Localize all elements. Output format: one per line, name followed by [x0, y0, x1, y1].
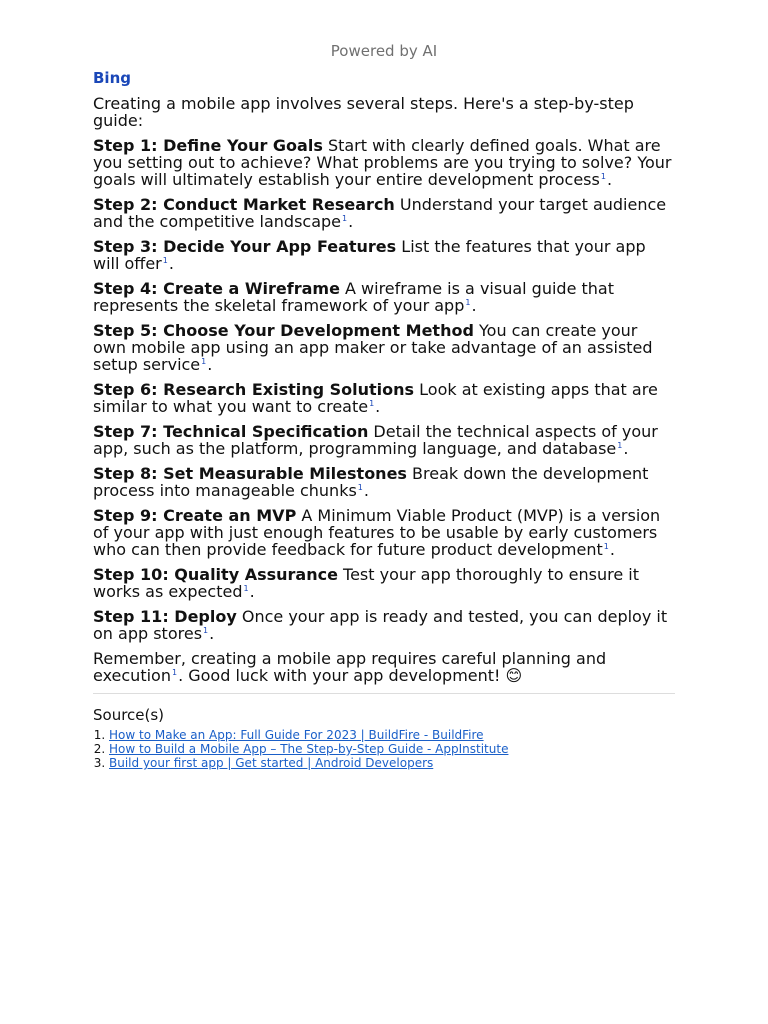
citation-link[interactable]: 1: [162, 255, 168, 265]
step-item: Step 3: Decide Your App Features List the features that your app will offer$^1$.: [93, 237, 646, 273]
citation-link[interactable]: 1: [357, 482, 363, 492]
step-body: Detail the technical aspects of your app, such as the platform, programming language, and database: [93, 422, 658, 458]
step-title: Step 10: Quality Assurance: [93, 565, 338, 584]
steps-list: [93, 137, 675, 642]
step-item: Step 11: Deploy Once your app is ready and tested, you can deploy it on app stores$^1$.: [93, 607, 668, 643]
source-item: [109, 742, 675, 756]
citation-link[interactable]: 1: [465, 297, 471, 307]
source-link[interactable]: How to Build a Mobile App – The Step-by-Step Guide - AppInstitute: [109, 742, 509, 756]
step-item: Step 6: Research Existing Solutions Look at existing apps that are similar to what you want to create$^1$.: [93, 380, 658, 416]
step-body: Start with clearly defined goals. What are you setting out to achieve? What problems are you trying to solve? Your goals will ultimately establish your entire development process: [93, 136, 672, 189]
citation-link[interactable]: 1: [603, 541, 609, 551]
step-title: Step 8: Set Measurable Milestones: [93, 464, 407, 483]
step-item: Step 1: Define Your Goals Start with clearly defined goals. What are you setting out to achieve? What problems are you trying to solve? Your goals will ultimately establish your entire development process$^1$.: [93, 136, 672, 189]
step-body: A wireframe is a visual guide that represents the skeletal framework of your app: [93, 279, 614, 315]
sources-divider: [93, 693, 675, 694]
step-body: List the features that your app will offer: [93, 237, 646, 273]
brand-name: Bing: [93, 69, 131, 87]
step-title: Step 3: Decide Your App Features: [93, 237, 397, 256]
citation-link[interactable]: 1: [600, 171, 606, 181]
step-item: Step 2: Conduct Market Research Understand your target audience and the competitive landscape$^1$.: [93, 195, 667, 231]
sources-heading: Source(s): [93, 706, 165, 724]
source-link[interactable]: How to Make an App: Full Guide For 2023 | BuildFire - BuildFire: [109, 728, 484, 742]
source-link[interactable]: Build your first app | Get started | Android Developers: [109, 756, 434, 770]
step-item: Step 4: Create a Wireframe A wireframe is a visual guide that represents the skeletal framework of your app$^1$.: [93, 279, 614, 315]
sources-list: [93, 728, 675, 770]
powered-by-label: Powered by AI: [330, 42, 438, 60]
step-title: Step 1: Define Your Goals: [93, 136, 323, 155]
step-body: A Minimum Viable Product (MVP) is a version of your app with just enough features to be usable by early customers who can then provide feedback for future product development: [93, 506, 661, 559]
step-title: Step 2: Conduct Market Research: [93, 195, 395, 214]
citation-link[interactable]: 1: [243, 583, 249, 593]
step-title: Step 5: Choose Your Development Method: [93, 321, 474, 340]
step-item: Step 9: Create an MVP A Minimum Viable Product (MVP) is a version of your app with just enough features to be usable by early customers who can then provide feedback for future product development$^1$.: [93, 506, 661, 559]
citation-link[interactable]: 1: [617, 440, 623, 450]
step-body: Once your app is ready and tested, you can deploy it on app stores: [93, 607, 668, 643]
citation-link[interactable]: 1: [171, 667, 178, 677]
step-item: Step 7: Technical Specification Detail the technical aspects of your app, such as the platform, programming language, and database$^1$.: [93, 422, 658, 458]
intro-text: Creating a mobile app involves several steps. Here's a step-by-step guide:: [93, 94, 634, 130]
step-title: Step 4: Create a Wireframe: [93, 279, 340, 298]
citation-link[interactable]: 1: [342, 213, 348, 223]
step-title: Step 9: Create an MVP: [93, 506, 297, 525]
step-body: Test your app thoroughly to ensure it works as expected: [93, 565, 640, 601]
closing-after: . Good luck with your app development! 😊: [178, 666, 523, 685]
citation-link[interactable]: 1: [203, 625, 209, 635]
step-body: Look at existing apps that are similar to what you want to create: [93, 380, 658, 416]
step-title: Step 11: Deploy: [93, 607, 237, 626]
step-body: Break down the development process into manageable chunks: [93, 464, 649, 500]
source-item: [109, 728, 675, 742]
citation-link[interactable]: 1: [369, 398, 375, 408]
step-body: You can create your own mobile app using an app maker or take advantage of an assisted setup service: [93, 321, 653, 374]
step-item: Step 8: Set Measurable Milestones Break down the development process into manageable chunks$^1$.: [93, 464, 649, 500]
step-item: Step 5: Choose Your Development Method You can create your own mobile app using an app maker or take advantage of an assisted setup service$^1$.: [93, 321, 653, 374]
citation-link[interactable]: 1: [201, 356, 207, 366]
step-title: Step 6: Research Existing Solutions: [93, 380, 415, 399]
closing-before: Remember, creating a mobile app requires careful planning and execution: [93, 649, 607, 685]
source-item: [109, 756, 675, 770]
closing-text: [93, 650, 675, 684]
step-item: Step 10: Quality Assurance Test your app thoroughly to ensure it works as expected$^1$.: [93, 565, 640, 601]
step-body: Understand your target audience and the competitive landscape: [93, 195, 667, 231]
step-title: Step 7: Technical Specification: [93, 422, 369, 441]
